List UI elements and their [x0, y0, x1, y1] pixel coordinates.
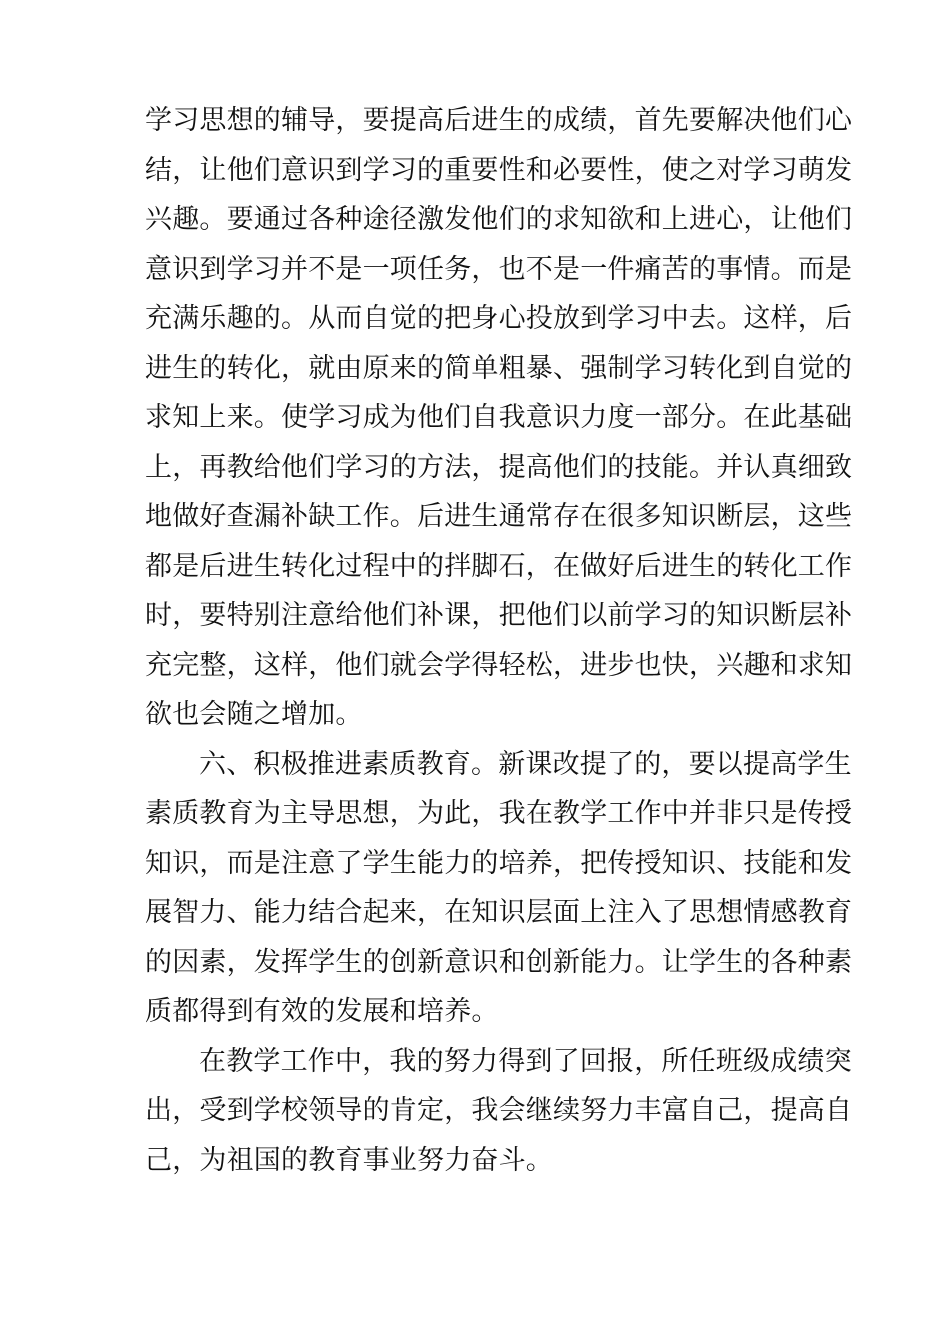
text-line: 充满乐趣的。从而自觉的把身心投放到学习中去。这样，后 [145, 303, 853, 334]
paragraph-1 [145, 96, 853, 740]
text-line: 意识到学习并不是一项任务，也不是一件痛苦的事情。而是 [145, 253, 853, 285]
text-line: 兴趣。要通过各种途径激发他们的求知欲和上进心，让他们 [145, 204, 853, 235]
text-line: 进生的转化，就由原来的简单粗暴、强制学习转化到自觉的 [145, 352, 853, 384]
text-line: 学习思想的辅导，要提高后进生的成绩，首先要解决他们心 [145, 105, 853, 136]
paragraph-3 [145, 1037, 853, 1186]
paragraph-2 [145, 740, 853, 1037]
text-line: 素质教育为主导思想，为此，我在教学工作中并非只是传授 [145, 798, 853, 829]
text-line: 出，受到学校领导的肯定，我会继续努力丰富自己，提高自 [145, 1095, 853, 1126]
text-line: 都是后进生转化过程中的拌脚石，在做好后进生的转化工作 [145, 550, 853, 582]
document-page [145, 96, 853, 1185]
text-line: 六、积极推进素质教育。新课改提了的，要以提高学生 [199, 748, 852, 780]
text-line: 上，再教给他们学习的方法，提高他们的技能。并认真细致 [145, 451, 853, 483]
text-line: 地做好查漏补缺工作。后进生通常存在很多知识断层，这些 [145, 501, 853, 532]
text-line: 己，为祖国的教育事业努力奋斗。 [145, 1144, 553, 1176]
text-line: 时，要特别注意给他们补课，把他们以前学习的知识断层补 [145, 600, 853, 631]
text-line: 质都得到有效的发展和培养。 [145, 996, 499, 1027]
text-line: 在教学工作中，我的努力得到了回报，所任班级成绩突 [199, 1045, 852, 1077]
text-line: 欲也会随之增加。 [145, 699, 363, 730]
text-line: 结，让他们意识到学习的重要性和必要性，使之对学习萌发 [145, 154, 853, 186]
text-line: 知识，而是注意了学生能力的培养，把传授知识、技能和发 [145, 847, 853, 879]
text-line: 展智力、能力结合起来，在知识层面上注入了思想情感教育 [145, 897, 853, 928]
text-line: 充完整，这样，他们就会学得轻松，进步也快，兴趣和求知 [145, 649, 853, 681]
text-line: 求知上来。使学习成为他们自我意识力度一部分。在此基础 [145, 402, 853, 433]
text-line: 的因素，发挥学生的创新意识和创新能力。让学生的各种素 [145, 946, 853, 978]
